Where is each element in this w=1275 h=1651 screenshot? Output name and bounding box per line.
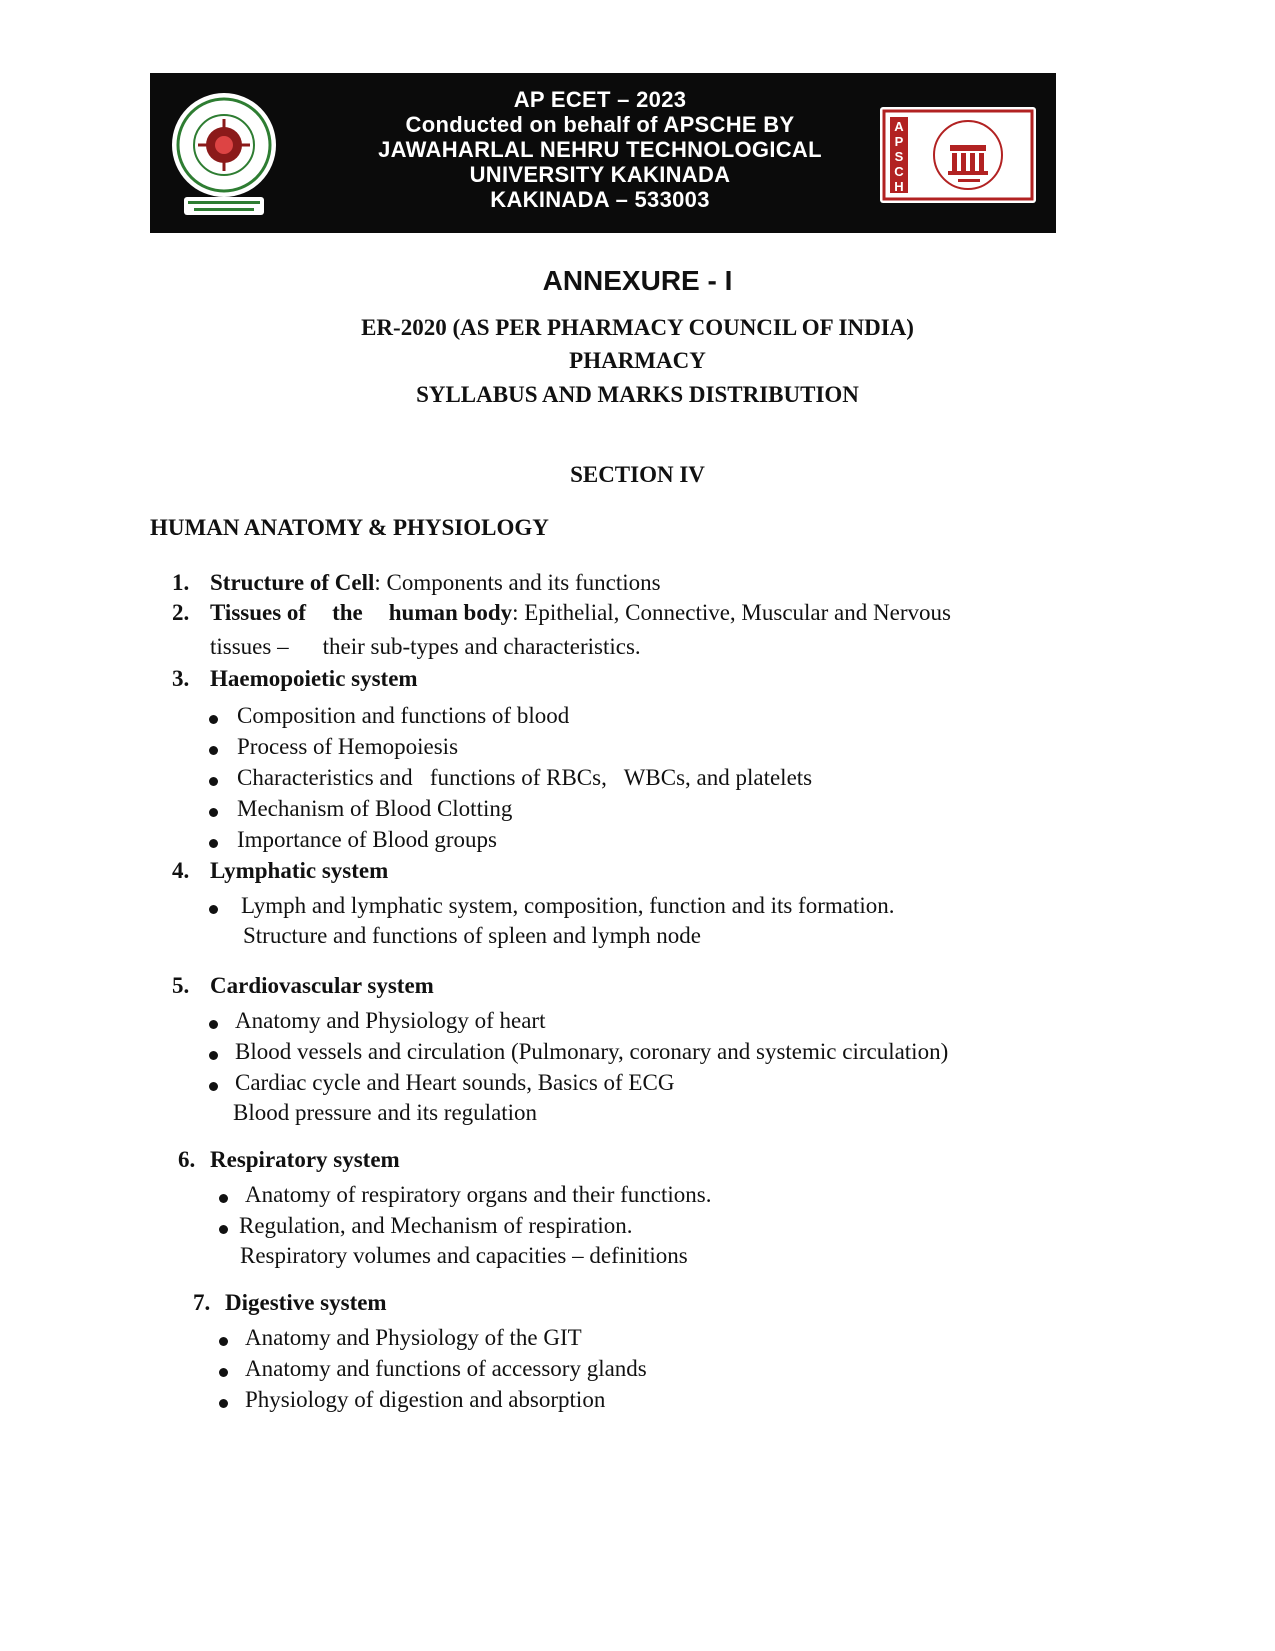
list-item-continuation: Blood pressure and its regulation xyxy=(233,1100,538,1125)
item-number: 6. xyxy=(178,1147,196,1172)
bullet-icon xyxy=(209,777,218,786)
list-item: Process of Hemopoiesis xyxy=(237,734,459,759)
svg-text:A: A xyxy=(894,119,904,134)
bullet-icon xyxy=(209,808,218,817)
item-title: Lymphatic system xyxy=(210,858,389,883)
section-title: SECTION IV xyxy=(570,462,705,487)
header-banner xyxy=(150,73,1056,233)
list-item: Composition and functions of blood xyxy=(237,703,570,728)
item-number: 7. xyxy=(193,1290,211,1315)
item-description: : Components and its functions xyxy=(374,570,661,595)
item-description: : Epithelial, Connective, Muscular and Nervous xyxy=(512,600,951,625)
banner-line: KAKINADA – 533003 xyxy=(490,187,710,212)
list-item xyxy=(210,570,661,596)
banner-line: JAWAHARLAL NEHRU TECHNOLOGICAL xyxy=(378,137,822,162)
bullet-icon xyxy=(209,905,218,914)
list-item: Anatomy and functions of accessory glands xyxy=(245,1356,647,1381)
bullet-icon xyxy=(219,1399,228,1408)
list-item-continuation: Respiratory volumes and capacities – definitions xyxy=(240,1243,688,1268)
list-item: Anatomy and Physiology of the GIT xyxy=(245,1325,582,1350)
list-item: Lymph and lymphatic system, composition, function and its formation. xyxy=(241,893,895,918)
jntuk-seal-icon xyxy=(168,85,280,221)
list-item: Physiology of digestion and absorption xyxy=(245,1387,606,1412)
item-number: 1. xyxy=(172,570,190,595)
bullet-icon xyxy=(209,1082,218,1091)
bullet-icon xyxy=(219,1368,228,1377)
banner-line: UNIVERSITY KAKINADA xyxy=(469,162,731,187)
list-item: Anatomy of respiratory organs and their functions. xyxy=(245,1182,712,1207)
svg-text:H: H xyxy=(894,179,904,194)
svg-text:S: S xyxy=(894,149,904,164)
item-number: 4. xyxy=(172,858,190,883)
item-title: human body xyxy=(388,600,513,625)
svg-text:P: P xyxy=(894,134,904,149)
item-title: Respiratory system xyxy=(210,1147,400,1172)
banner-text xyxy=(280,87,920,212)
subtitle-syllabus: SYLLABUS AND MARKS DISTRIBUTION xyxy=(416,382,859,407)
bullet-icon xyxy=(209,715,218,724)
list-item: Importance of Blood groups xyxy=(237,827,497,852)
list-item: Anatomy and Physiology of heart xyxy=(235,1008,546,1033)
item-title: Cardiovascular system xyxy=(210,973,434,998)
apsche-emblem-icon xyxy=(880,107,1036,203)
item-number: 5. xyxy=(172,973,190,998)
item-title: Haemopoietic system xyxy=(210,666,418,691)
item-title: Digestive system xyxy=(225,1290,387,1315)
bullet-icon xyxy=(219,1337,228,1346)
bullet-icon xyxy=(209,1051,218,1060)
svg-text:C: C xyxy=(894,164,904,179)
list-item: Mechanism of Blood Clotting xyxy=(237,796,513,821)
item-text: tissues – xyxy=(210,634,289,659)
list-item xyxy=(210,600,951,626)
list-item: Characteristics and functions of RBCs, WBCs, and platelets xyxy=(237,765,813,790)
subject-heading: HUMAN ANATOMY & PHYSIOLOGY xyxy=(150,515,549,540)
list-item: Regulation, and Mechanism of respiration. xyxy=(239,1213,633,1238)
bullet-icon xyxy=(209,746,218,755)
bullet-icon xyxy=(219,1194,228,1203)
item-number: 3. xyxy=(172,666,190,691)
annexure-title: ANNEXURE - I xyxy=(542,265,733,296)
item-title: the xyxy=(332,600,363,625)
bullet-icon xyxy=(209,1020,218,1029)
bullet-icon xyxy=(209,839,218,848)
list-item-continuation: Structure and functions of spleen and lymph node xyxy=(243,923,701,948)
banner-line: Conducted on behalf of APSCHE BY xyxy=(405,112,795,137)
subtitle-regulation: ER-2020 (AS PER PHARMACY COUNCIL OF INDIA) xyxy=(361,315,914,340)
bullet-icon xyxy=(219,1225,228,1234)
list-item: Blood vessels and circulation (Pulmonary, coronary and systemic circulation) xyxy=(235,1039,949,1064)
subtitle-program: PHARMACY xyxy=(569,348,706,373)
item-number: 2. xyxy=(172,600,190,625)
item-text: their sub-types and characteristics. xyxy=(322,634,641,659)
list-item: Cardiac cycle and Heart sounds, Basics of ECG xyxy=(235,1070,675,1095)
item-title: Structure of Cell xyxy=(210,570,375,595)
list-item-continuation xyxy=(210,634,641,660)
banner-line: AP ECET – 2023 xyxy=(513,87,687,112)
item-title: Tissues of xyxy=(210,600,307,625)
